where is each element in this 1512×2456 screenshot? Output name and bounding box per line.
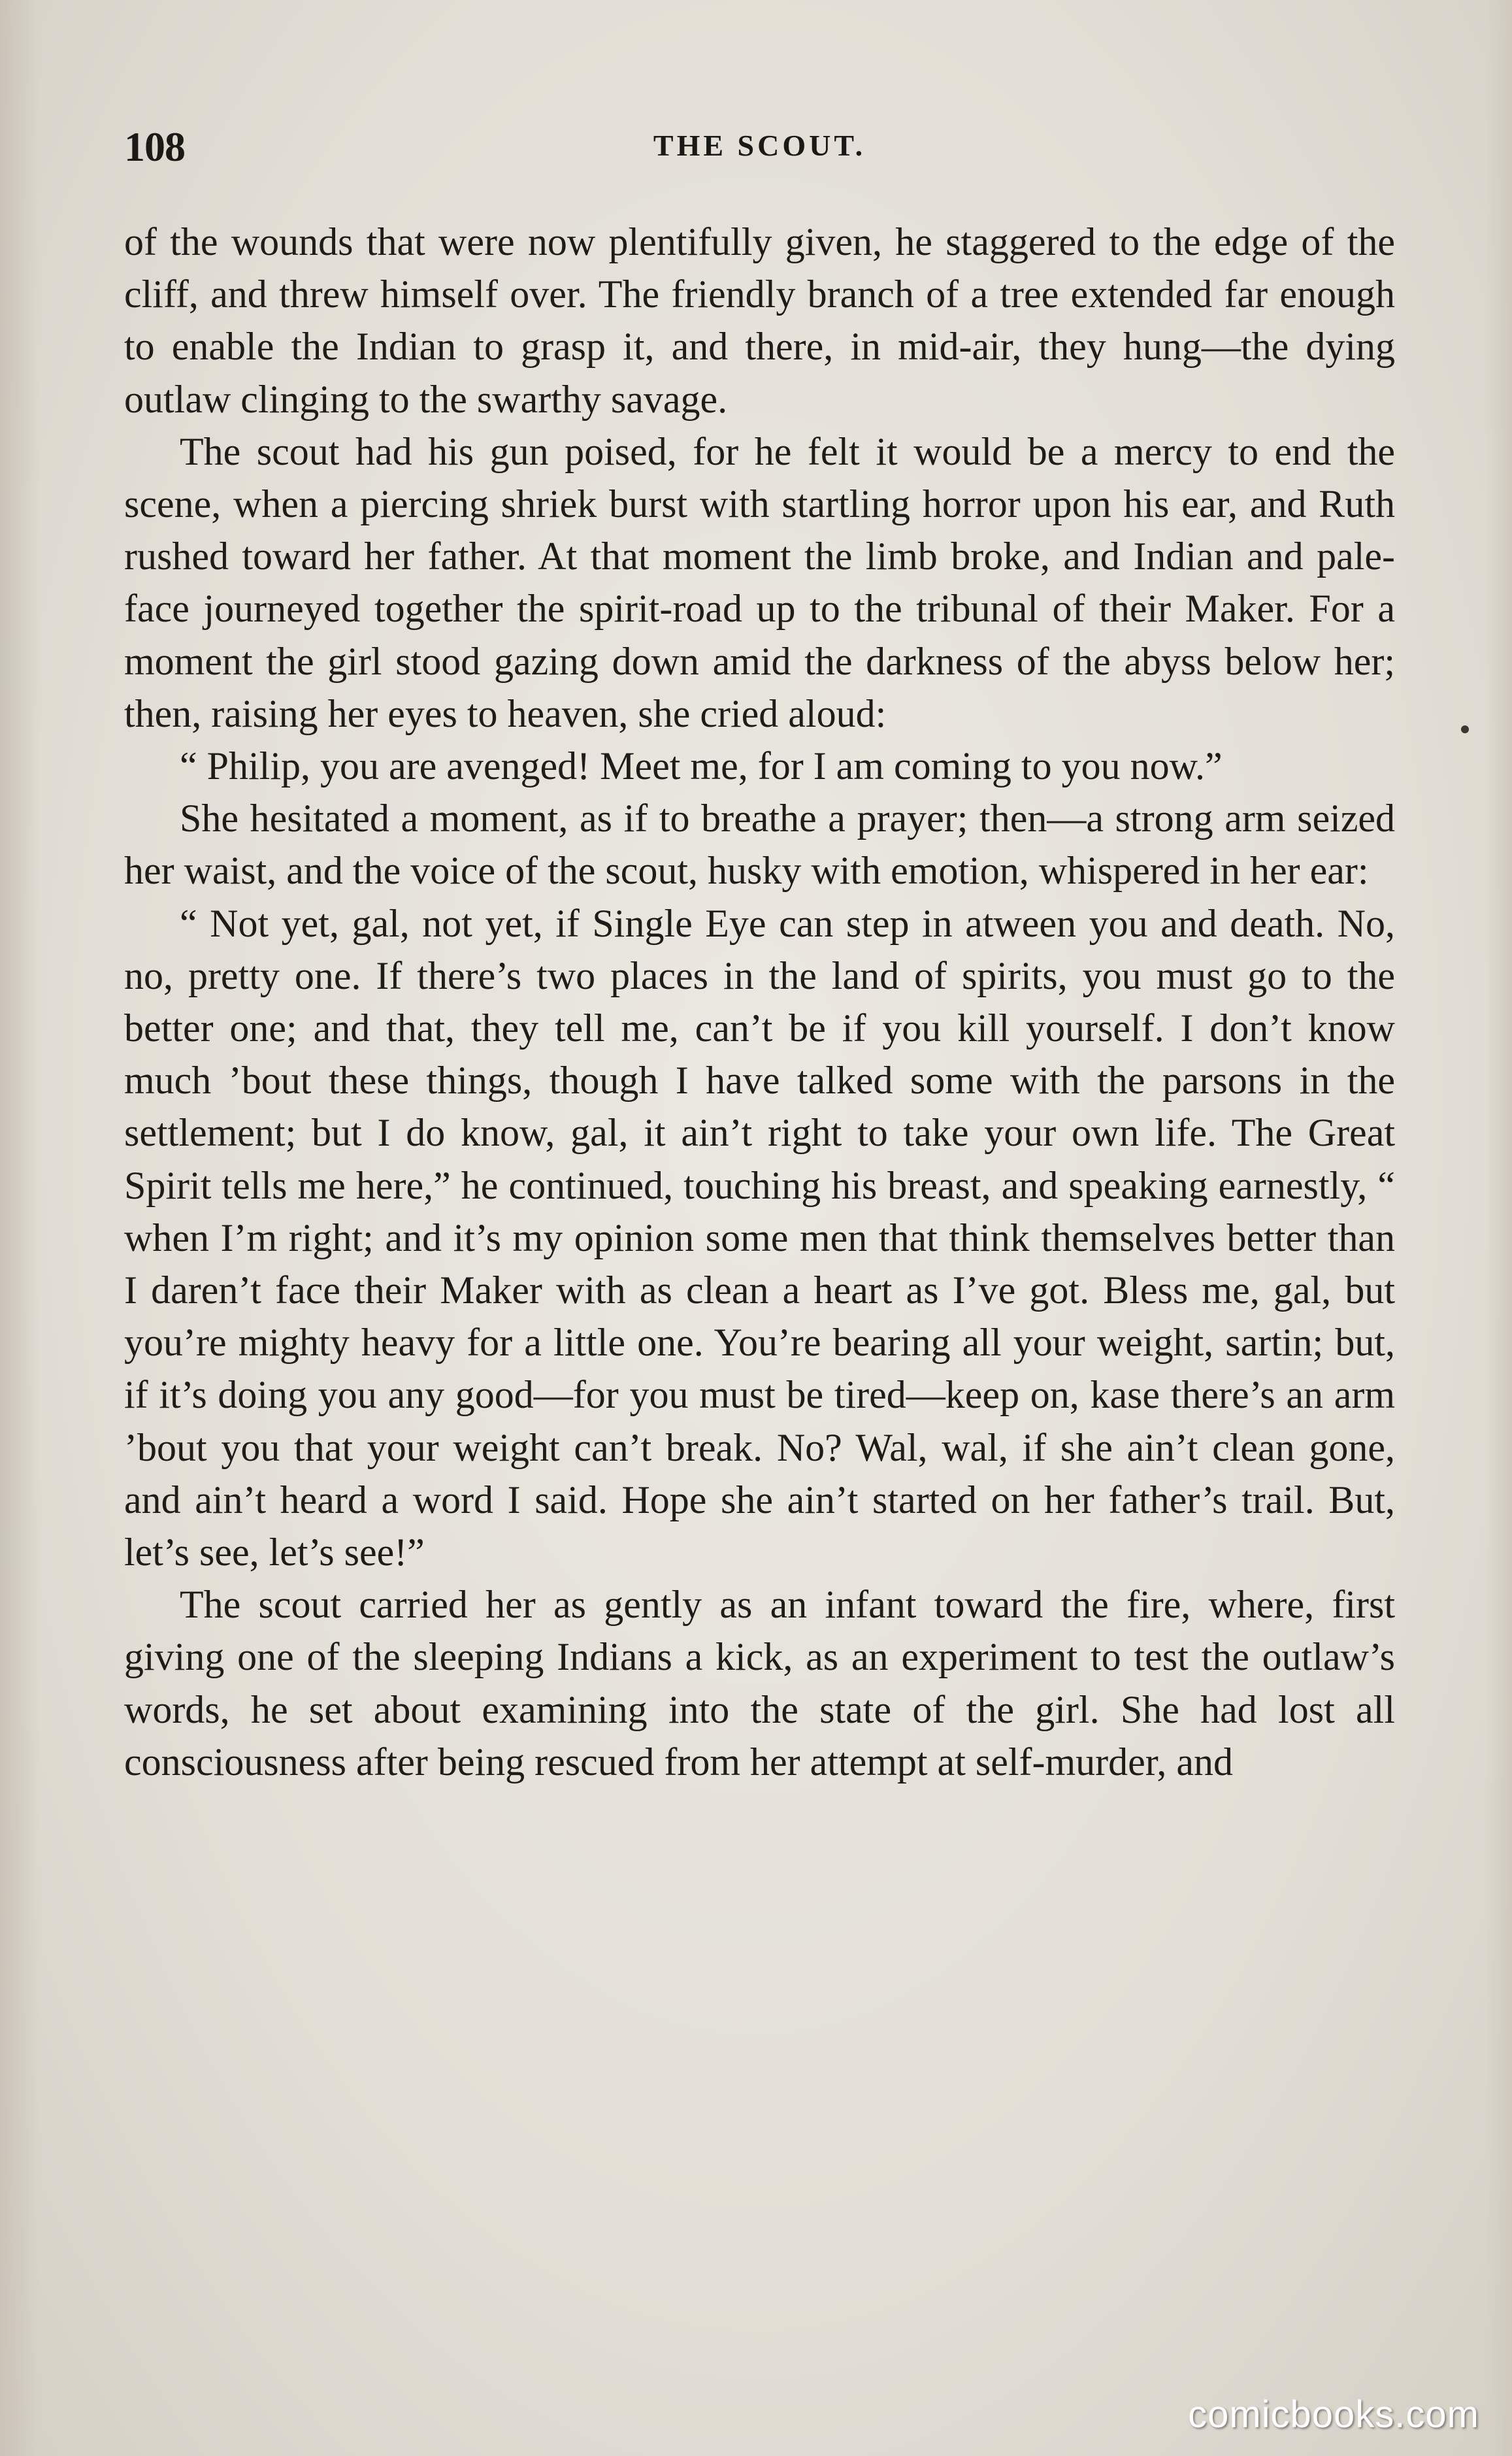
- page-number: 108: [124, 124, 185, 170]
- ink-speck: [1461, 725, 1469, 733]
- watermark: comicbooks.com: [1188, 2393, 1479, 2436]
- paragraph: She hesitated a moment, as if to breathe a prayer; then—a strong arm seized her waist, and the voice of the scout, husky with emotion, whispered in her ear:: [124, 797, 1395, 893]
- paragraph: The scout carried her as gently as an infant toward the fire, where, first giving one of the sleeping Indians a kick, as an experiment to test the outlaw’s words, he set about examining into the state of the girl. She had lost all consciousness after being rescued from her attempt at self-murder, and: [124, 1583, 1395, 1784]
- body-text: [124, 216, 1395, 1788]
- page-header: [124, 123, 1395, 169]
- paragraph: The scout had his gun poised, for he felt it would be a mercy to end the scene, when a piercing shriek burst with startling horror upon his ear, and Ruth rushed toward her father. At that moment the limb broke, and Indian and pale-face journeyed together the spirit-road up to the tribunal of their Maker. For a moment the girl stood gazing down amid the darkness of the abyss below her; then, raising her eyes to heaven, she cried aloud:: [124, 429, 1395, 735]
- paragraph: “ Not yet, gal, not yet, if Single Eye can step in atween you and death. No, no, pretty one. If there’s two places in the land of spirits, you must go to the better one; and that, they tell me, can’t be if you kill yourself. I don’t know much ’bout these things, though I have talked some with the parsons in the settlement; but I do know, gal, it ain’t right to take your own life. The Great Spirit tells me here,” he continued, touching his breast, and speaking earnestly, “ when I’m right; and it’s my opinion some men that think themselves better than I daren’t face their Maker with as clean a heart as I’ve got. Bless me, gal, but you’re mighty heavy for a little one. You’re bearing all your weight, sartin; but, if it’s doing you any good—for you must be tired—keep on, kase there’s an arm ’bout you that your weight can’t break. No? Wal, wal, if she ain’t clean gone, and ain’t heard a word I said. Hope she ain’t started on her father’s trail. But, let’s see, let’s see!”: [124, 901, 1395, 1574]
- running-head: THE SCOUT.: [653, 129, 866, 162]
- paragraph: “ Philip, you are avenged! Meet me, for I am coming to you now.”: [180, 744, 1223, 788]
- paragraph-continuation: of the wounds that were now plentifully given, he staggered to the edge of the cliff, and threw himself over. The friendly branch of a tree extended far enough to enable the Indian to grasp it, and there, in mid-air, they hung—the dying outlaw clinging to the swarthy savage.: [124, 220, 1395, 421]
